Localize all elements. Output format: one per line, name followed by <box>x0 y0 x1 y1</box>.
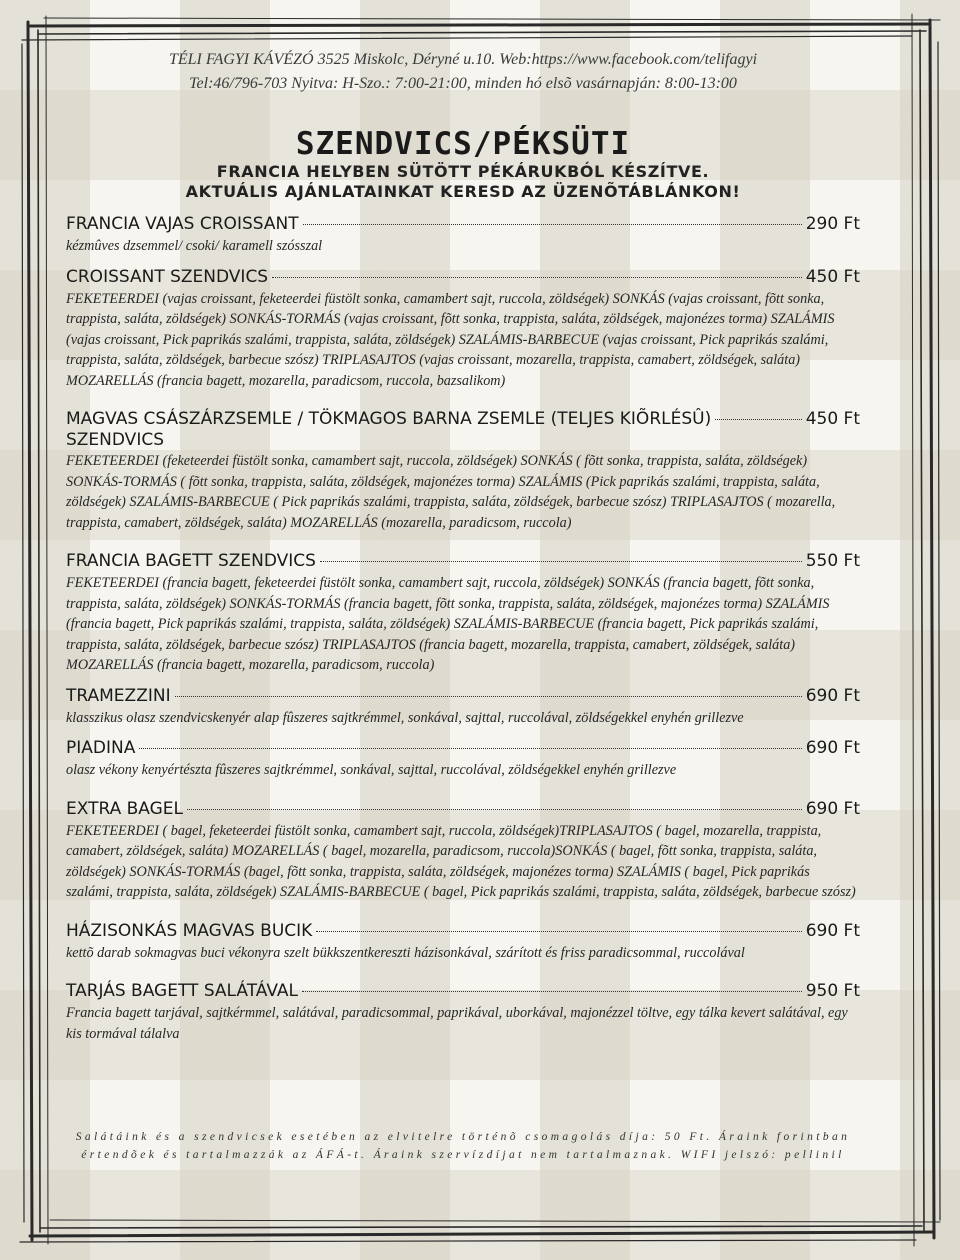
menu-item-description: olasz vékony kenyértészta fûszeres sajtkrémmel, sonkával, sajttal, ruccolával, zöldségekkel enyhén grillezve <box>66 762 677 778</box>
menu-item-description: kézmûves dzsemmel/ csoki/ karamell szósszal <box>66 238 323 254</box>
footer-line-2: értendõek és tartalmazzák az ÁFÁ-t. Áraink szervízdíjat nem tartalmaznak. WIFI jelszó: pellinil <box>81 1149 845 1161</box>
menu-items-list <box>66 212 860 1044</box>
menu-item <box>66 549 860 676</box>
cafe-hours-line: Tel:46/796-703 Nyitva: H-Szo.: 7:00-21:00, minden hó elsõ vasárnapján: 8:00-13:00 <box>189 75 737 92</box>
dotted-leader <box>302 991 802 992</box>
menu-item-price: 290 Ft <box>805 214 860 234</box>
dotted-leader <box>316 931 801 932</box>
menu-item-heading <box>66 736 860 760</box>
dotted-leader <box>187 809 802 810</box>
menu-item-heading <box>66 797 860 821</box>
menu-item-price: 690 Ft <box>805 685 860 706</box>
menu-item-price: 690 Ft <box>805 738 860 758</box>
menu-item-heading <box>66 212 860 236</box>
menu-item-name: FRANCIA VAJAS CROISSANT <box>66 214 299 234</box>
menu-item-heading <box>66 684 860 708</box>
menu-item-subname: SZENDVICS <box>66 430 164 450</box>
dotted-leader <box>320 561 802 562</box>
menu-item-name: MAGVAS CSÁSZÁRZSEMLE / TÖKMAGOS BARNA ZSEMLE (TELJES KIÕRLÉSÛ) <box>66 409 712 429</box>
menu-item <box>66 979 860 1044</box>
menu-item-description: FEKETEERDEI (vajas croissant, feketeerdei füstölt sonka, camambert sajt, ruccola, zöldségek) SONKÁS (vajas croissant, fõtt sonka, trappista, saláta, zöldségek) SONKÁS-TORMÁS (vajas croissant, fõtt sonka, trappista, saláta, zöldségek, majonézes torma) SZALÁMIS (vajas croissant, Pick paprikás szalámi, trappista, saláta, zöldségek) SZALÁMIS-BARBECUE (vajas croissant, Pick paprikás szalámi, trappista, saláta, zöldségek, barbecue szósz) TRIPLASAJTOS (vajas croissant, mozarella, trappista, camabert, zöldségek, saláta) MOZARELLÁS (francia bagett, mozarella, paradicsom, ruccola, bazsalikom) <box>66 290 835 389</box>
menu-item <box>66 265 860 392</box>
menu-item-heading <box>66 549 860 573</box>
menu-item-price: 450 Ft <box>805 409 860 429</box>
menu-item <box>66 736 860 781</box>
menu-item-price: 690 Ft <box>805 798 860 819</box>
cafe-header <box>66 48 860 96</box>
menu-item-name: CROISSANT SZENDVICS <box>66 266 269 287</box>
dotted-leader <box>139 748 801 749</box>
subtitle-offers: AKTUÁLIS AJÁNLATAINKAT KERESD AZ ÜZENÕTÁBLÁNKON! <box>185 182 741 201</box>
menu-item-heading <box>66 919 860 943</box>
menu-item <box>66 407 860 533</box>
menu-item-description: klasszikus olasz szendvicskenyér alap fûszeres sajtkrémmel, sonkával, sajttal, ruccolával, zöldségekkel enyhén grillezve <box>66 709 744 726</box>
menu-content <box>66 48 860 1044</box>
menu-item-heading <box>66 407 860 431</box>
menu-item-description: FEKETEERDEI (francia bagett, feketeerdei füstölt sonka, camambert sajt, ruccola, zöldségek) SONKÁS (francia bagett, fõtt sonka, trappista, saláta, zöldségek) SONKÁS-TORMÁS (francia bagett, fõtt sonka, trappista, saláta, zöldségek, majonézes torma) SZALÁMIS (francia bagett, Pick paprikás szalámi, trappista, saláta, zöldségek) SZALÁMIS-BARBECUE (francia bagett, Pick paprikás szalámi, trappista, saláta, zöldségek, barbecue szósz) TRIPLASAJTOS (francia bagett, mozarella, trappista, camabert, zöldségek, saláta) MOZARELLÁS (francia bagett, mozarella, paradicsom, ruccola) <box>66 575 830 673</box>
footer-line-1: Salátáink és a szendvicsek esetében az elvitelre történõ csomagolás díja: 50 Ft. Áraink forintban <box>75 1131 851 1143</box>
menu-item-description: Francia bagett tarjával, sajtkérmmel, salátával, paradicsommal, paprikával, uborkával, majonézzel töltve, egy tálka kevert salátával, egy kis tormával tálalva <box>66 1005 848 1042</box>
menu-item-name: PIADINA <box>66 738 136 758</box>
menu-item <box>66 919 860 964</box>
menu-item-name: TRAMEZZINI <box>66 685 171 706</box>
subtitle-bakery: FRANCIA HELYBEN SÜTÖTT PÉKÁRUKBÓL KÉSZÍTVE. <box>216 162 710 181</box>
menu-item-heading <box>66 979 860 1003</box>
menu-item <box>66 684 860 729</box>
menu-item-description: FEKETEERDEI ( bagel, feketeerdei füstölt sonka, camambert sajt, ruccola, zöldségek)TRIPLASAJTOS ( bagel, mozarella, trappista, camabert, zöldségek, saláta) MOZARELLÁS ( bagel, mozarella, paradicsom, ruccola)SONKÁS ( bagel, fõtt sonka, trappista, saláta, zöldségek) SONKÁS-TORMÁS (bagel, fõtt sonka, trappista, saláta, zöldségek, majonézes torma) SZALÁMIS ( bagel, Pick paprikás szalámi, trappista, saláta, zöldségek) SZALÁMIS-BARBECUE ( bagel, Pick paprikás szalámi, trappista, saláta, zöldségek, barbecue szósz) <box>66 822 856 900</box>
menu-item <box>66 212 860 257</box>
menu-item-price: 450 Ft <box>805 266 860 287</box>
menu-item-name: TARJÁS BAGETT SALÁTÁVAL <box>66 981 298 1001</box>
page-title: SZENDVICS/PÉKSÜTI <box>295 126 631 162</box>
menu-item-heading <box>66 265 860 289</box>
menu-item-price: 950 Ft <box>805 981 860 1001</box>
menu-item-name: HÁZISONKÁS MAGVAS BUCIK <box>66 920 313 941</box>
menu-item <box>66 797 860 903</box>
dotted-leader <box>303 224 802 225</box>
menu-item-price: 690 Ft <box>805 920 860 941</box>
dotted-leader <box>272 277 802 278</box>
dotted-leader <box>715 419 802 420</box>
cafe-address-line: TÉLI FAGYI KÁVÉZÓ 3525 Miskolc, Déryné u.10. Web:https://www.facebook.com/telifagyi <box>168 51 758 68</box>
menu-item-price: 550 Ft <box>805 551 860 571</box>
menu-item-description: kettõ darab sokmagvas buci vékonyra szelt bükkszentkereszti házisonkával, szárított és friss paradicsommal, ruccolával <box>66 944 745 961</box>
menu-item-description: FEKETEERDEI (feketeerdei füstölt sonka, camambert sajt, ruccola, zöldségek) SONKÁS ( fõtt sonka, trappista, saláta, zöldségek) SONKÁS-TORMÁS ( fõtt sonka, trappista, saláta, zöldségek, majonézes torma) SZALÁMIS (Pick paprikás szalámi, trappista, saláta, zöldségek) SZALÁMIS-BARBECUE ( Pick paprikás szalámi, trappista, saláta, zöldségek, barbecue szósz) TRIPLASAJTOS ( mozarella, trappista, camabert, zöldségek, saláta) MOZARELLÁS (mozarella, paradicsom, ruccola) <box>66 453 836 531</box>
menu-footer <box>66 1128 860 1164</box>
dotted-leader <box>175 696 802 697</box>
menu-item-name: EXTRA BAGEL <box>66 798 184 819</box>
menu-item-name: FRANCIA BAGETT SZENDVICS <box>66 551 316 571</box>
